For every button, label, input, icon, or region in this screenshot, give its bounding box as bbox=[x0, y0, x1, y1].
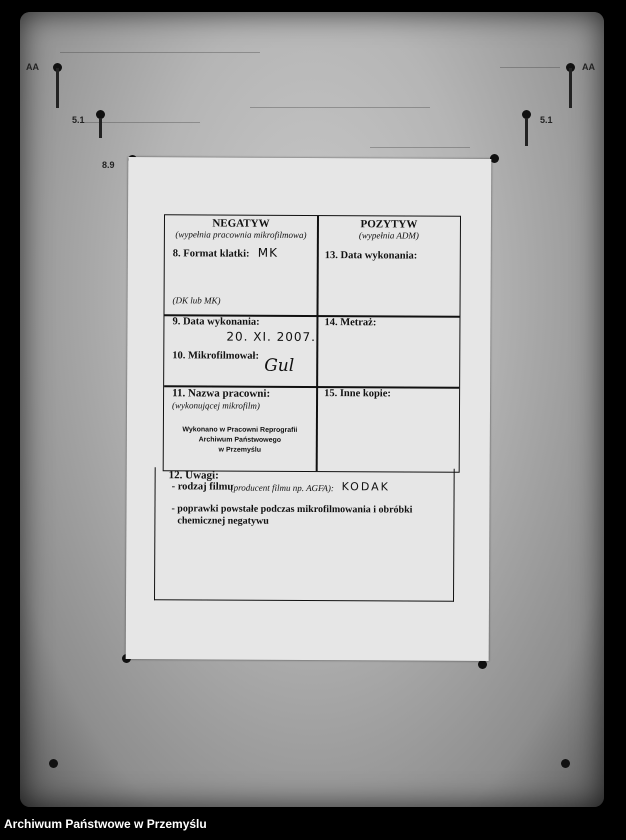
frame-label-top-right: AA bbox=[582, 62, 595, 72]
frame-label-mid-left: 5.1 bbox=[72, 115, 85, 125]
registration-tick bbox=[56, 68, 59, 108]
registration-tick bbox=[99, 118, 102, 138]
microfilm-metadata-sheet bbox=[126, 157, 492, 661]
field-9-value: 20. XI. 2007. bbox=[226, 329, 317, 345]
pozytyw-subtitle: (wypełnia ADM) bbox=[358, 230, 419, 241]
registration-mark-sheet-right bbox=[490, 154, 499, 163]
field-11-hint: (wykonującej mikrofilm) bbox=[171, 400, 260, 411]
field-14-label: 14. Metraż: bbox=[324, 317, 377, 329]
frame-label-top-left: AA bbox=[26, 62, 39, 72]
field-9-label: 9. Data wykonania: bbox=[172, 316, 260, 328]
registration-mark-bottom-right bbox=[561, 759, 570, 768]
frame-label-sheet-left: 8.9 bbox=[102, 160, 115, 170]
form-grid bbox=[163, 214, 461, 473]
workshop-stamp-line3: w Przemyślu bbox=[218, 446, 262, 454]
pozytyw-title: POZYTYW bbox=[360, 218, 418, 231]
field-8-value: MK bbox=[257, 245, 279, 260]
corrections-line2: chemicznej negatywu bbox=[177, 515, 269, 527]
negatyw-subtitle: (wypełnia pracownia mikrofilmowa) bbox=[175, 229, 307, 240]
corrections-line1: - poprawki powstałe podczas mikrofilmowania i obróbki bbox=[171, 503, 413, 516]
frame-label-mid-right: 5.1 bbox=[540, 115, 553, 125]
field-8-label: 8. Format klatki: bbox=[172, 248, 250, 260]
field-10-label: 10. Mikrofilmował: bbox=[172, 350, 260, 362]
registration-tick bbox=[525, 118, 528, 146]
negatyw-title: NEGATYW bbox=[212, 217, 270, 230]
registration-mark-bottom-left bbox=[49, 759, 58, 768]
field-10-signature: Gul bbox=[264, 355, 295, 376]
field-15-label: 15. Inne kopie: bbox=[324, 388, 391, 400]
film-type-hint: (producent filmu np. AGFA): bbox=[230, 482, 334, 494]
field-12-label: 12. Uwagi: bbox=[168, 469, 219, 482]
field-13-label: 13. Data wykonania: bbox=[324, 250, 418, 262]
column-divider bbox=[316, 216, 319, 471]
field-11-label: 11. Nazwa pracowni: bbox=[172, 387, 271, 400]
workshop-stamp-line2: Archiwum Państwowego bbox=[198, 436, 282, 444]
field-8-hint: (DK lub MK) bbox=[172, 295, 221, 306]
workshop-stamp-line1: Wykonano w Pracowni Reprografii bbox=[182, 426, 298, 434]
film-type-label: - rodzaj filmu bbox=[171, 481, 234, 493]
registration-tick bbox=[569, 68, 572, 108]
film-type-value: KODAK bbox=[341, 480, 390, 494]
archive-caption: Archiwum Państwowe w Przemyślu bbox=[4, 817, 207, 831]
registration-mark-bottom-sheet-right bbox=[478, 660, 487, 669]
uwagi-section bbox=[154, 467, 455, 602]
